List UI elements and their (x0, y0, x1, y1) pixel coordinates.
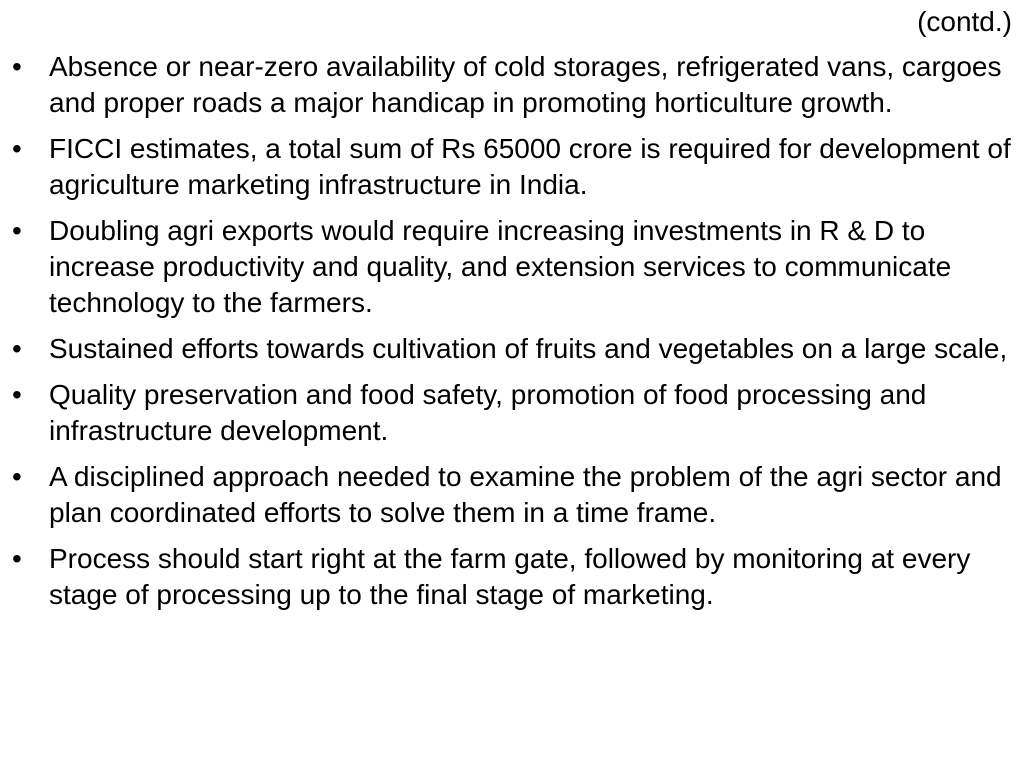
bullet-item (0, 131, 1024, 203)
bullet-text: Sustained efforts towards cultivation of fruits and vegetables on a large scale, (49, 333, 1008, 364)
bullet-text: Absence or near-zero availability of cold storages, refrigerated vans, cargoes and proper roads a major handicap in promoting horticulture growth. (49, 51, 1002, 118)
bullet-item (0, 541, 1024, 613)
bullet-icon: • (12, 51, 22, 82)
bullet-icon: • (12, 133, 22, 164)
bullet-item (0, 331, 1024, 367)
bullet-item (0, 49, 1024, 121)
bullet-icon: • (12, 333, 22, 364)
continuation-label: (contd.) (917, 6, 1012, 37)
bullet-item (0, 459, 1024, 531)
bullet-text: Doubling agri exports would require increasing investments in R & D to increase productivity and quality, and extension services to communicate technology to the farmers. (49, 215, 952, 318)
bullet-text: Process should start right at the farm gate, followed by monitoring at every stage of processing up to the final stage of marketing. (49, 543, 971, 610)
bullet-icon: • (12, 543, 22, 574)
bullet-text: Quality preservation and food safety, promotion of food processing and infrastructure development. (49, 379, 927, 446)
bullet-icon: • (12, 215, 22, 246)
bullet-icon: • (12, 461, 22, 492)
bullet-icon: • (12, 379, 22, 410)
bullet-item (0, 377, 1024, 449)
bullet-item (0, 213, 1024, 321)
bullet-text: FICCI estimates, a total sum of Rs 65000 crore is required for development of agriculture marketing infrastructure in India. (49, 133, 1011, 200)
bullet-text: A disciplined approach needed to examine the problem of the agri sector and plan coordinated efforts to solve them in a time frame. (49, 461, 1002, 528)
bullet-list (0, 49, 1024, 623)
